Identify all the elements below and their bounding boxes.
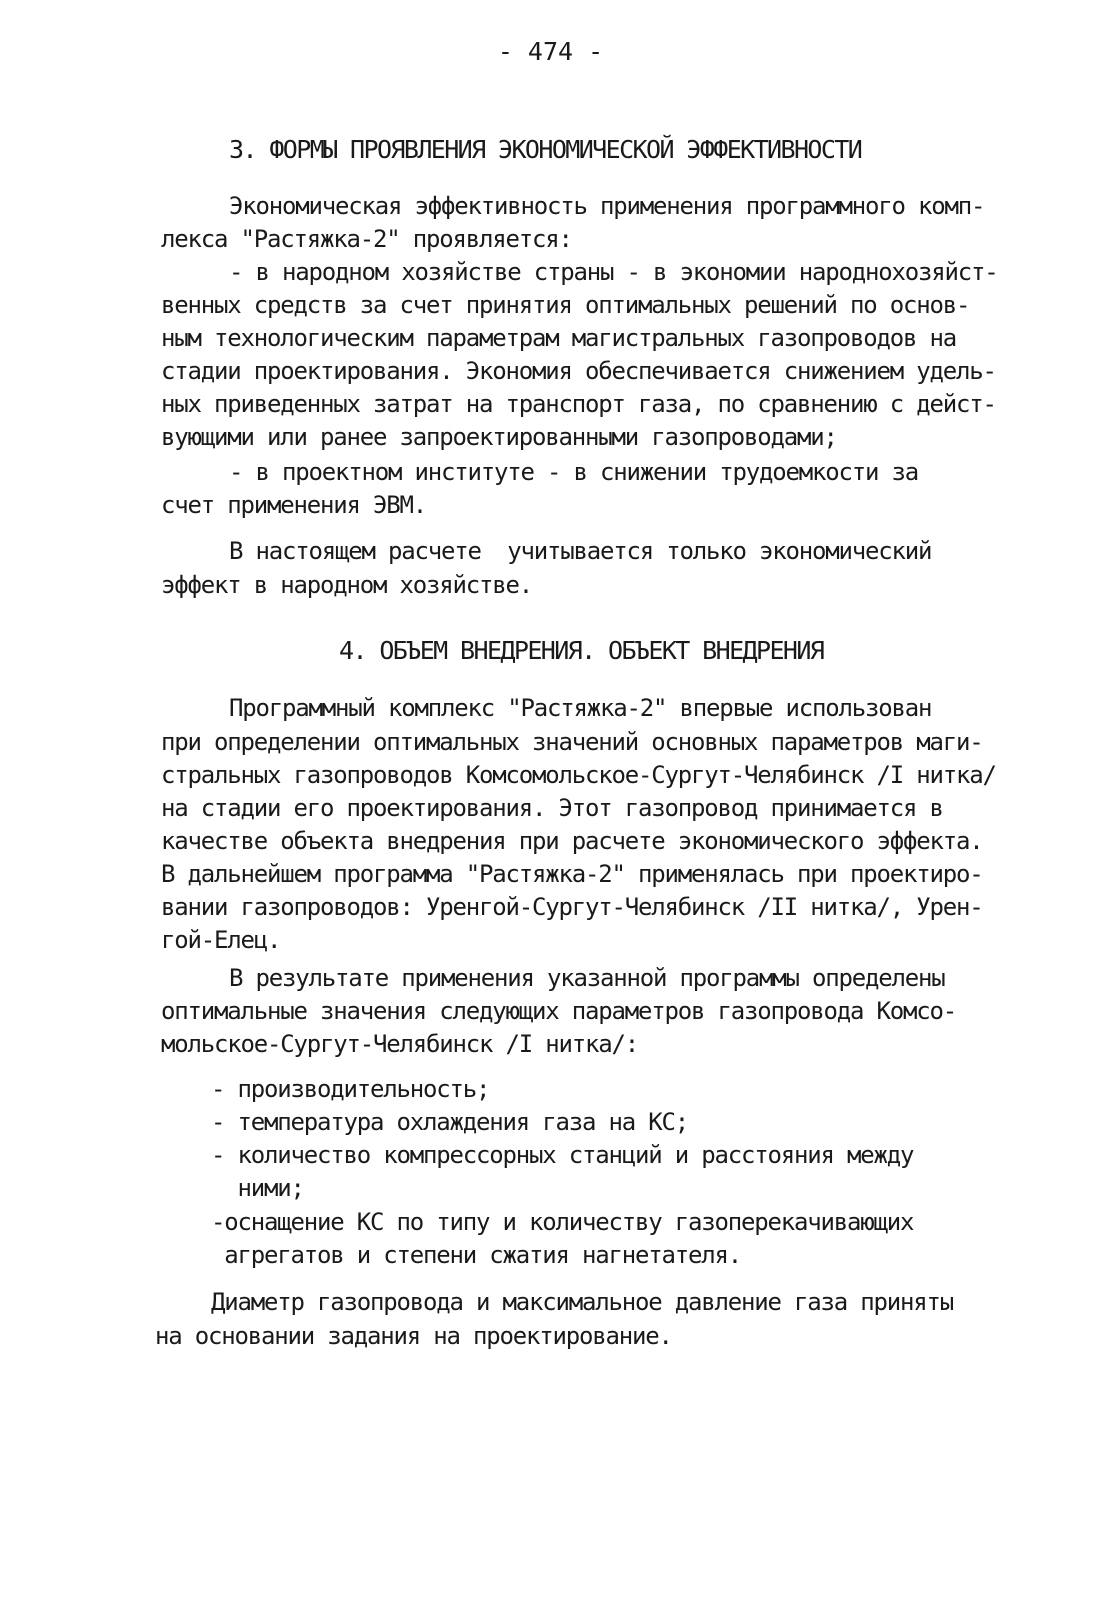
text-line: В дальнейшем программа "Растяжка-2" применялась при проектиро- xyxy=(161,860,983,888)
text-line: ных приведенных затрат на транспорт газа, по сравнению с дейст- xyxy=(161,390,996,418)
list-item: - температура охлаждения газа на КС; xyxy=(211,1108,688,1136)
text-line: стральных газопроводов Комсомольское-Сургут-Челябинск /I нитка/ xyxy=(161,761,996,789)
section-4-heading: 4. ОБЪЕМ ВНЕДРЕНИЯ. ОБЪЕКТ ВНЕДРЕНИЯ xyxy=(339,636,824,665)
list-item: агрегатов и степени сжатия нагнетателя. xyxy=(211,1241,741,1269)
text-line: - в народном хозяйстве страны - в экономии народнохозяйст- xyxy=(229,258,998,286)
text-line: качестве объекта внедрения при расчете экономического эффекта. xyxy=(161,827,983,855)
section-3-heading: 3. ФОРМЫ ПРОЯВЛЕНИЯ ЭКОНОМИЧЕСКОЙ ЭФФЕКТИВНОСТИ xyxy=(229,135,862,164)
text-line: Экономическая эффективность применения программного комп- xyxy=(229,192,985,220)
text-line: В настоящем расчете учитывается только экономический xyxy=(229,537,932,565)
text-line: на стадии его проектирования. Этот газопровод принимается в xyxy=(161,794,943,822)
text-line: мольское-Сургут-Челябинск /I нитка/: xyxy=(161,1030,638,1058)
text-line: Программный комплекс "Растяжка-2" впервые использован xyxy=(229,694,932,722)
text-line: вующими или ранее запроектированными газопроводами; xyxy=(161,423,837,451)
text-line: В результате применения указанной программы определены xyxy=(229,964,945,992)
list-item: - количество компрессорных станций и расстояния между xyxy=(211,1141,914,1169)
text-line: вании газопроводов: Уренгой-Сургут-Челябинск /II нитка/, Урен- xyxy=(161,893,983,921)
text-line: гой-Елец. xyxy=(161,926,281,954)
text-line: венных средств за счет принятия оптимальных решений по основ- xyxy=(161,291,970,319)
text-line: оптимальные значения следующих параметров газопровода Комсо- xyxy=(161,997,956,1025)
text-line: стадии проектирования. Экономия обеспечивается снижением удель- xyxy=(161,357,996,385)
list-item: -оснащение КС по типу и количеству газоперекачивающих xyxy=(211,1208,914,1236)
text-line: ным технологическим параметрам магистральных газопроводов на xyxy=(161,324,956,352)
text-line: при определении оптимальных значений основных параметров маги- xyxy=(161,728,983,756)
text-line: лекса "Растяжка-2" проявляется: xyxy=(161,225,572,253)
text-line: счет применения ЭВМ. xyxy=(161,491,426,519)
text-line: Диаметр газопровода и максимальное давление газа приняты xyxy=(211,1288,953,1316)
text-line: - в проектном институте - в снижении трудоемкости за xyxy=(229,458,918,486)
text-line: эффект в народном хозяйстве. xyxy=(161,571,532,599)
list-item: - производительность; xyxy=(211,1075,490,1103)
page-number: - 474 - xyxy=(497,37,604,66)
list-item: ними; xyxy=(211,1174,304,1202)
text-line: на основании задания на проектирование. xyxy=(155,1322,672,1350)
